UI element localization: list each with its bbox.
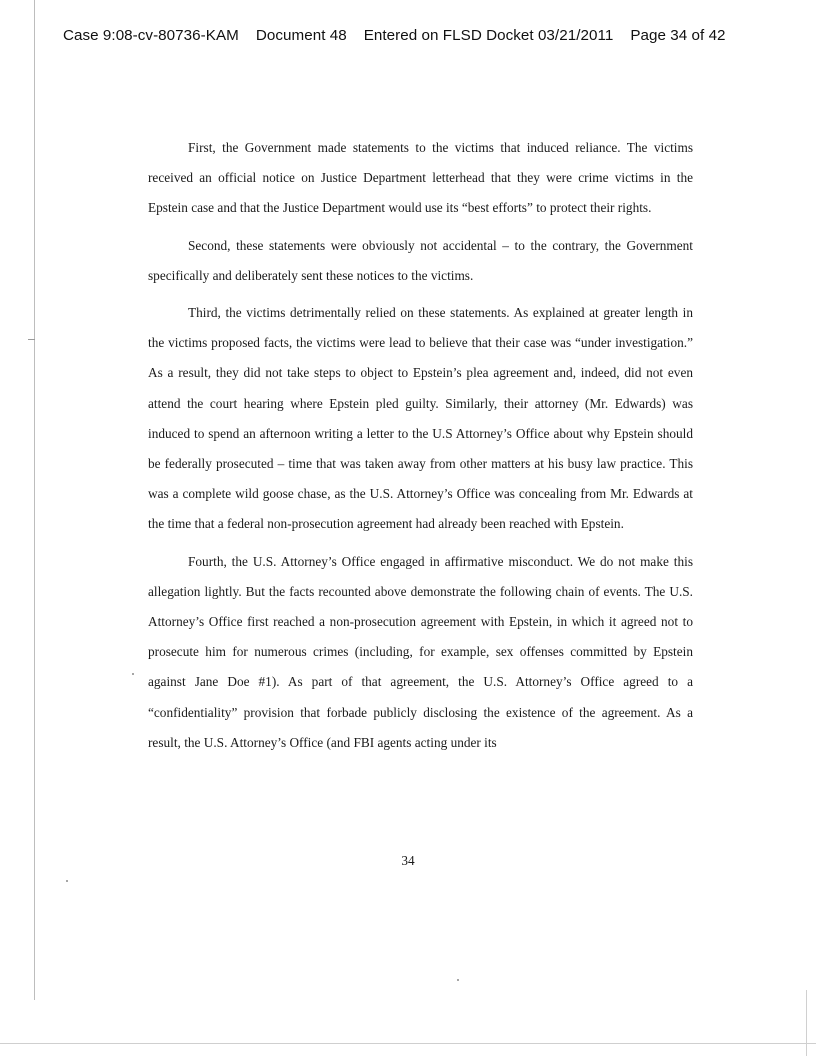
scan-right-edge-line bbox=[806, 990, 807, 1056]
scan-speck bbox=[457, 979, 459, 981]
page-number: 34 bbox=[401, 853, 415, 868]
scan-speck bbox=[132, 673, 134, 675]
paragraph-fourth: Fourth, the U.S. Attorney’s Office engaged in affirmative misconduct. We do not make this allegation lightly. But the facts recounted above demonstrate the following chain of events. The U.S. Attorney’s Office first reached a non-prosecution agreement with Epstein, in which it agreed not to prosecute him for numerous crimes (including, for example, sex offenses committed by Epstein against Jane Doe #1). As part of that agreement, the U.S. Attorney’s Office agreed to a “confidentiality” provision that forbade publicly disclosing the existence of the agreement. As a result, the U.S. Attorney’s Office (and FBI agents acting under its bbox=[148, 553, 693, 750]
court-filing-header bbox=[63, 27, 763, 44]
case-number: Case 9:08-cv-80736-KAM bbox=[63, 27, 239, 44]
document-number: Document 48 bbox=[255, 27, 347, 44]
scan-speck bbox=[66, 880, 68, 882]
scan-left-margin-line bbox=[34, 0, 35, 1000]
docket-entry: Entered on FLSD Docket 03/21/2011 bbox=[363, 27, 614, 44]
paragraph-second: Second, these statements were obviously not accidental – to the contrary, the Government specifically and deliberately sent these notices to the victims. bbox=[148, 237, 693, 283]
paragraph-third: Third, the victims detrimentally relied on these statements. As explained at greater length in the victims proposed facts, the victims were lead to believe that their case was “under investigation.” As a result, they did not take steps to object to Epstein’s plea agreement and, indeed, did not even attend the court hearing where Epstein pled guilty. Similarly, their attorney (Mr. Edwards) was induced to spend an afternoon writing a letter to the U.S Attorney’s Office about why Epstein should be federally prosecuted – time that was taken away from other matters at his busy law practice. This was a complete wild goose chase, as the U.S. Attorney’s Office was concealing from Mr. Edwards at the time that a federal non-prosecution agreement had already been reached with Epstein. bbox=[148, 305, 693, 532]
scan-bottom-edge-line bbox=[0, 1043, 816, 1044]
page-count: Page 34 of 42 bbox=[630, 27, 726, 44]
scan-margin-mark bbox=[28, 339, 35, 340]
paragraph-first: First, the Government made statements to the victims that induced reliance. The victims received an official notice on Justice Department letterhead that they were crime victims in the Epstein case and that the Justice Department would use its “best efforts” to protect their rights. bbox=[148, 140, 693, 216]
body-text bbox=[148, 133, 693, 765]
